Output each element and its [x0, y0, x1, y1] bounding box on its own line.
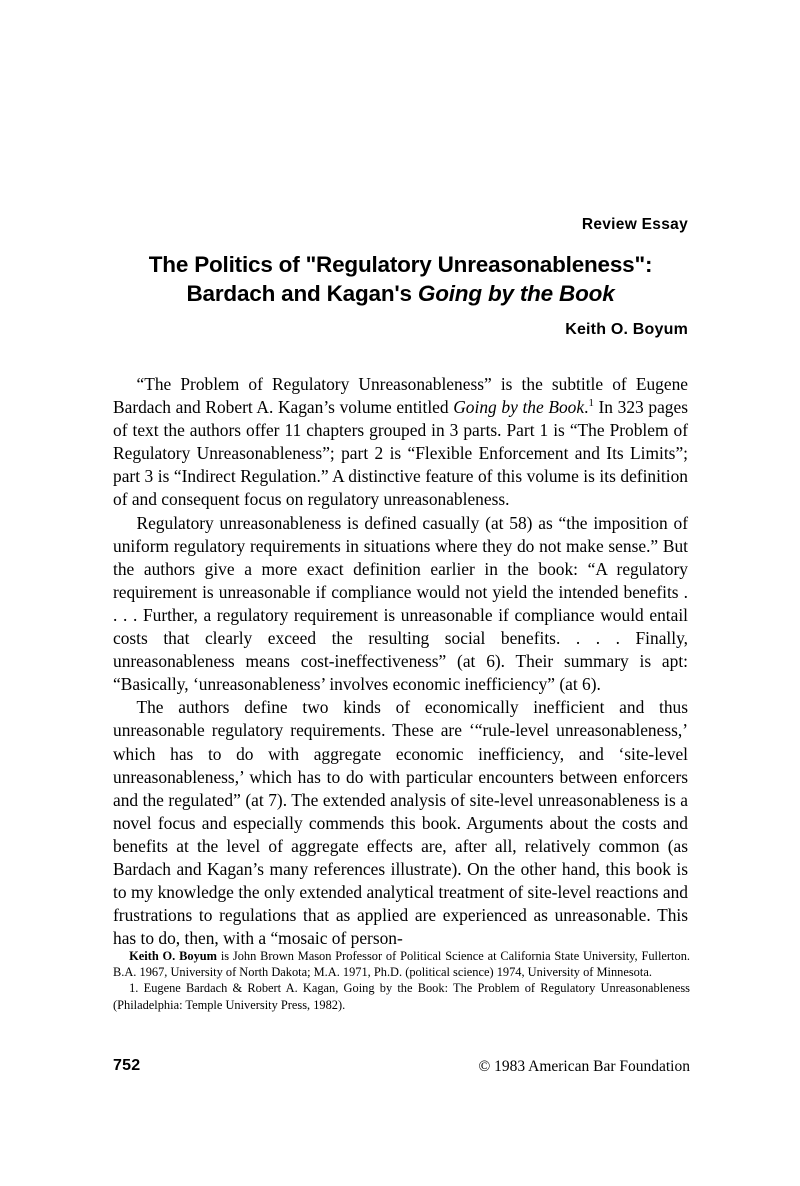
title-line-2 [113, 279, 688, 308]
paragraph-1-book-title-italic: Going by the Book [453, 397, 585, 418]
title-line-2-plain: Bardach and Kagan's [186, 281, 418, 306]
body-text-column [113, 373, 688, 950]
page-number: 752 [113, 1057, 141, 1074]
copyright-notice: © 1983 American Bar Foundation [478, 1058, 690, 1075]
body-paragraph-1 [113, 373, 688, 512]
paragraph-2-segment-1: Regulatory unreasonableness is defined casually (at 58) as “the imposition of uniform regulatory requirements in situations where they do not make sense.” But the authors give a more exact definition earlier in the book: “A regulatory requirement is unreasonable if compliance would not yield the intended benefits . . . . Further, a regulatory requirement is unreasonable if compliance would entail costs that clearly exceed the resulting social benefits. . . . Finally, unreasonableness means cost-ineffectiveness” (at 6). Their summary is apt: “Basically, ‘unreasonableness’ involves economic inefficiency” (at 6). [113, 512, 688, 695]
body-paragraph-2 [113, 512, 688, 697]
author-bio-text: is John Brown Mason Professor of Political Science at California State University, Fullerton. B.A. 1967, University of North Dakota; M.A. 1971, Ph.D. (political science) 1974, University of Minnesota. [113, 949, 690, 980]
author-byline: Keith O. Boyum [565, 321, 688, 338]
author-bio-note [113, 948, 690, 980]
footnotes-block [113, 948, 690, 1013]
title-line-1: The Politics of "Regulatory Unreasonableness": [148, 252, 653, 277]
review-essay-kicker: Review Essay [581, 216, 688, 233]
title-line-2-italic-book-name: Going by the Book [417, 281, 615, 306]
paragraph-3-segment-1: The authors define two kinds of economically inefficient and thus unreasonable regulatory requirements. These are ‘“rule-level unreasonableness,’ which has to do with aggregate economic inefficiency, and ‘site-level unreasonableness,’ which has to do with particular encounters between enforcers and the regulated” (at 7). The extended analysis of site-level unreasonableness is a novel focus and especially commends this book. Arguments about the costs and benefits at the level of aggregate effects are, after all, relatively common (as Bardach and Kagan’s many references illustrate). On the other hand, this book is to my knowledge the only extended analytical treatment of site-level reactions and frustrations to regulations that as applied are experienced as unreasonable. This has to do, then, with a “mosaic of person- [113, 697, 688, 949]
footnote-1: 1. Eugene Bardach & Robert A. Kagan, Going by the Book: The Problem of Regulatory Unreasonableness (Philadelphia: Temple University Press, 1982). [113, 981, 690, 1012]
paragraph-1-segment-1: “The Problem of Regulatory Unreasonableness” is the subtitle of Eugene Bardach and Robert A. Kagan’s volume entitled [113, 374, 688, 418]
paragraph-1-segment-5: In 323 pages of text the authors offer 11 chapters grouped in 3 parts. Part 1 is “The Problem of Regulatory Unreasonableness”; part 2 is “Flexible Enforcement and Its Limits”; part 3 is “Indirect Regulation.” A distinctive feature of this volume is its definition of and consequent focus on regulatory unreasonableness. [113, 397, 688, 510]
author-bio-name: Keith O. Boyum [129, 949, 217, 963]
page-footer [113, 1057, 690, 1081]
paragraph-1-segment-3: . [584, 397, 589, 418]
page-title [113, 250, 688, 308]
body-paragraph-3 [113, 696, 688, 950]
footnote-marker-1: 1 [588, 397, 594, 410]
